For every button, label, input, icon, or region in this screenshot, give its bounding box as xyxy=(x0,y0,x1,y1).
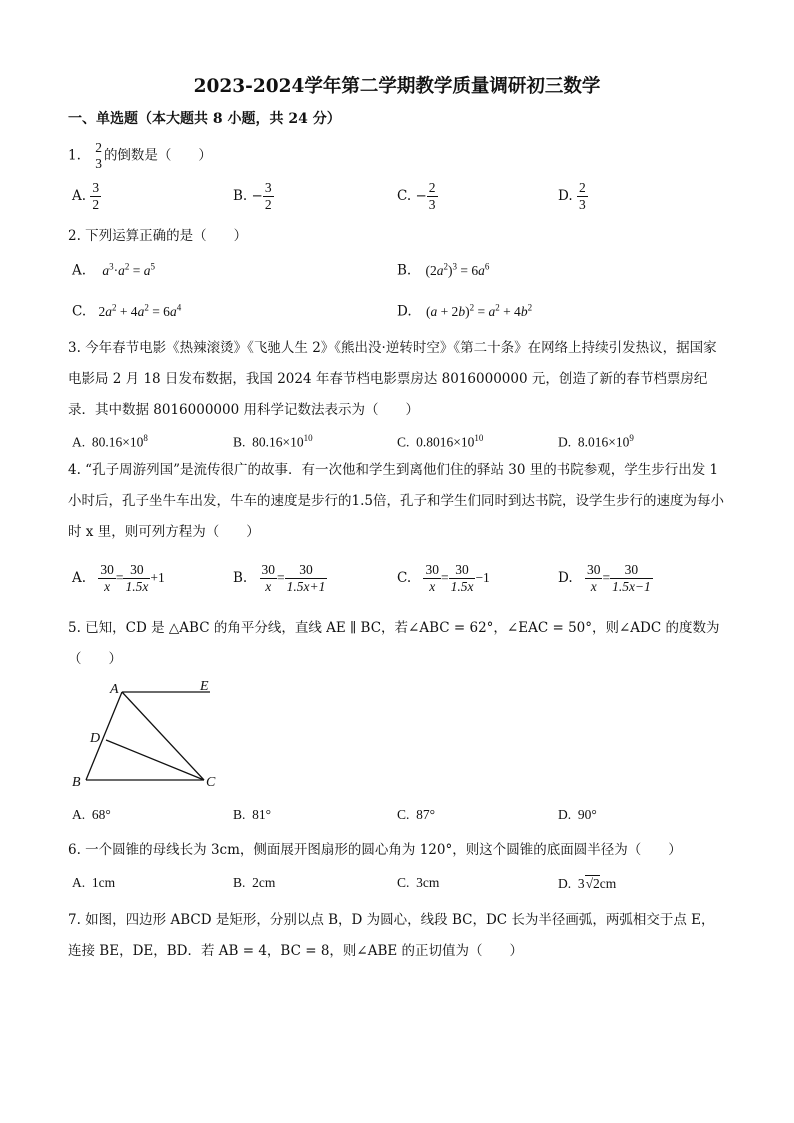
q4-option-a[interactable]: A. $\frac{30}{x}$ = $\frac{30}{1.5x}$ +1 xyxy=(72,562,165,594)
page-title: 2023-2024学年第二学期教学质量调研初三数学 xyxy=(193,76,601,97)
question-3: 3. 今年春节电影《热辣滚烫》《飞驰人生 2》《熊出没·逆转时空》《第二十条》在网络上持续引发热议，据国家电影局 2 月 18 日发布数据，我国 2024 年春节档电影票房达 8016000000 元，创造了新的春节档票房纪录．其中数据 8016000000 用科学记数法表示为（ ） xyxy=(68,340,717,418)
q1-option-b[interactable]: B. − $\frac{3}{2}$ xyxy=(233,180,272,212)
q2-option-d[interactable]: D. $(a + 2b)^2 = a^2 + 4b^2$ xyxy=(397,302,533,320)
q1-fraction: 2 3 xyxy=(95,140,102,171)
q1-stem: 的倒数是（ ） xyxy=(103,147,212,164)
q1-option-c[interactable]: C. − $\frac{2}{3}$ xyxy=(397,180,436,212)
q5-option-c[interactable]: C. 87° xyxy=(397,807,436,822)
question-2: 2. 下列运算正确的是（ ） xyxy=(68,228,248,244)
q1-option-d[interactable]: D. $\frac{2}{3}$ xyxy=(558,180,586,212)
label-e: E xyxy=(200,680,209,694)
q6-option-a[interactable]: A. 1cm xyxy=(72,875,116,890)
q2-option-b[interactable]: B. $(2a^2)^3 = 6a^6$ xyxy=(397,261,490,279)
line-dc xyxy=(106,740,204,780)
question-4: 4. “孔子周游列国”是流传很广的故事．有一次他和学生到离他们住的驿站 30 里的书院参观，学生步行出发 1 小时后，孔子坐牛车出发，牛车的速度是步行的1.5倍，孔子和学生们同时到达书院，设学生步行的速度为每小时 x 里，则可列方程为（ ） xyxy=(68,462,724,540)
question-6: 6. 一个圆锥的母线长为 3cm，侧面展开图扇形的圆心角为 120°，则这个圆锥的底面圆半径为（ ） xyxy=(68,842,682,858)
q3-option-a[interactable]: A. $80.16\times 10^8$ xyxy=(72,433,148,450)
section-heading: 一、单选题（本大题共 8 小题，共 24 分） xyxy=(68,111,341,127)
q5-option-d[interactable]: D. 90° xyxy=(558,807,597,822)
q2-option-c[interactable]: C. $2a^2 + 4a^2 = 6a^4$ xyxy=(72,302,182,320)
line-ac xyxy=(122,692,204,780)
label-c: C xyxy=(206,775,216,790)
q4-option-d[interactable]: D. $\frac{30}{x}$ = $\frac{30}{1.5x-1}$ xyxy=(558,562,651,594)
q5-option-a[interactable]: A. 68° xyxy=(72,807,111,822)
q6-option-c[interactable]: C. 3cm xyxy=(397,875,440,890)
q5-option-b[interactable]: B. 81° xyxy=(233,807,272,822)
q4-option-b[interactable]: B. $\frac{30}{x}$ = $\frac{30}{1.5x+1}$ xyxy=(233,562,326,594)
q3-option-d[interactable]: D. $8.016\times 10^9$ xyxy=(558,433,634,450)
q1-option-a[interactable]: A. $\frac{3}{2}$ xyxy=(72,180,100,212)
q3-option-b[interactable]: B. $80.16\times 10^{10}$ xyxy=(233,433,313,450)
triangle-figure xyxy=(68,680,228,795)
q1-number: 1. xyxy=(68,147,81,164)
q2-option-a[interactable]: A. $a^3\cdot a^2 = a^5$ xyxy=(72,261,155,279)
q6-option-d[interactable]: D. 3√2cm xyxy=(558,876,617,891)
label-b: B xyxy=(72,775,81,790)
q4-option-c[interactable]: C. $\frac{30}{x}$ = $\frac{30}{1.5x}$ −1 xyxy=(397,562,490,594)
label-d: D xyxy=(90,731,101,746)
question-7: 7. 如图，四边形 ABCD 是矩形，分别以点 B，D 为圆心，线段 BC，DC 长为半径画弧，两弧相交于点 E，连接 BE，DE，BD．若 AB = 4，BC = 8，则∠ABE 的正切值为（ ） xyxy=(68,912,715,959)
question-1 xyxy=(68,140,212,172)
q3-option-c[interactable]: C. $0.8016\times 10^{10}$ xyxy=(397,433,484,450)
question-5: 5. 已知，CD 是 △ABC 的角平分线，直线 AE ∥ BC，若∠ABC = 62°，∠EAC = 50°，则∠ADC 的度数为（ ） xyxy=(68,620,720,667)
label-a: A xyxy=(110,682,119,697)
q6-option-b[interactable]: B. 2cm xyxy=(233,875,276,890)
